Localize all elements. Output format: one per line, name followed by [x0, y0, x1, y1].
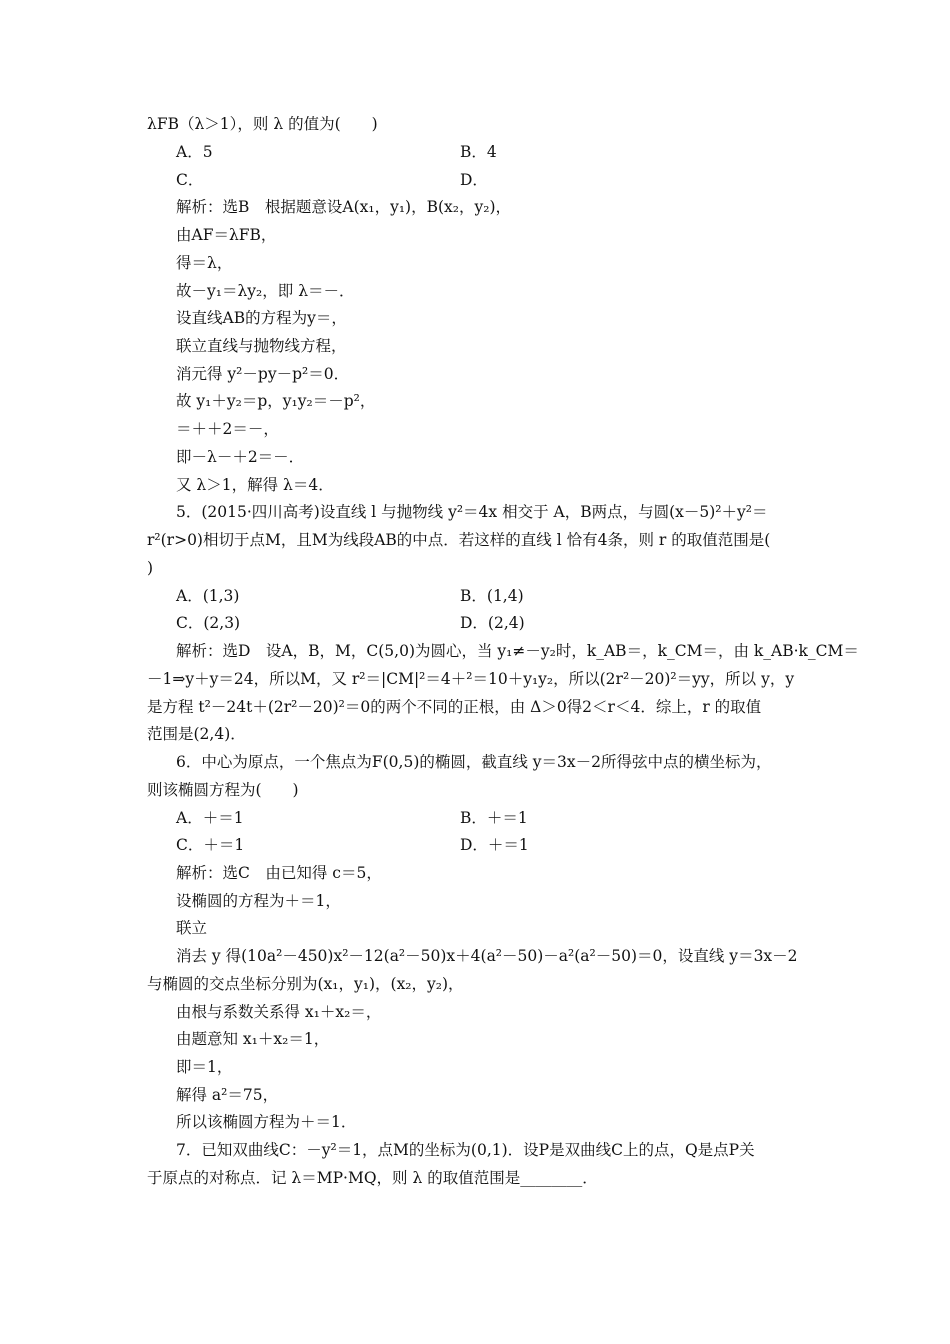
text-line: 6．中心为原点，一个焦点为F(0,5)的椭圆，截直线 y＝3x－2所得弦中点的横坐标为， [176, 753, 772, 771]
text-line: 设椭圆的方程为＋＝1， [176, 892, 341, 910]
text-line: A．5 [176, 143, 213, 161]
text-line: r²(r>0)相切于点M，且M为线段AB的中点．若这样的直线 l 恰有4条，则 r 的取值范围是( [147, 531, 771, 549]
text-line: 故－y₁＝λy₂，即 λ＝－． [176, 282, 355, 300]
text-line: 范围是(2,4)． [147, 725, 246, 743]
text-line: 是方程 t²－24t＋(2r²－20)²＝0的两个不同的正根，由 Δ＞0得2＜r＜4．综上，r 的取值 [147, 698, 762, 716]
option-right-column: B．(1,4) [460, 587, 524, 605]
text-line: 故 y₁＋y₂＝p，y₁y₂＝－p²， [176, 392, 376, 410]
text-line: C．＋＝1 [176, 836, 245, 854]
text-line: C． [176, 171, 204, 189]
text-line: 解析：选C 由已知得 c＝5， [176, 864, 382, 882]
text-line: C．(2,3) [176, 614, 241, 632]
option-right-column: B．4 [460, 143, 497, 161]
text-line: 5．(2015·四川高考)设直线 l 与抛物线 y²＝4x 相交于 A，B两点，与圆(x－5)²＋y²＝ [176, 503, 768, 521]
text-line: A．＋＝1 [176, 809, 244, 827]
text-line: 解得 a²＝75， [176, 1086, 279, 1104]
text-line: 消元得 y²－py－p²＝0． [176, 365, 350, 383]
text-line: 由AF＝λFB， [176, 226, 277, 244]
text-line: 联立直线与抛物线方程， [176, 337, 347, 355]
text-line: ) [147, 559, 154, 577]
text-line: 与椭圆的交点坐标分别为(x₁，y₁)，(x₂，y₂)， [147, 975, 464, 993]
text-line: 由根与系数关系得 x₁＋x₂＝， [176, 1003, 382, 1021]
option-right-column: B．＋＝1 [460, 809, 528, 827]
text-line: ＝＋＋2＝－， [176, 420, 279, 438]
text-line: 设直线AB的方程为y＝， [176, 309, 347, 327]
text-line: 于原点的对称点．记 λ＝MP·MQ，则 λ 的取值范围是________． [147, 1169, 598, 1187]
text-line: 又 λ＞1，解得 λ＝4． [176, 476, 334, 494]
text-line: λFB（λ＞1），则 λ 的值为( ) [147, 115, 378, 133]
text-line: 即－λ－＋2＝－． [176, 448, 305, 466]
text-line: A．(1,3) [176, 587, 240, 605]
text-line: 即＝1， [176, 1058, 233, 1076]
text-line: 解析：选B 根据题意设A(x₁，y₁)，B(x₂，y₂)， [176, 198, 512, 216]
option-right-column: D．(2,4) [460, 614, 525, 632]
text-line: 则该椭圆方程为( ) [147, 781, 299, 799]
text-line: 联立 [176, 919, 208, 937]
text-line: 解析：选D 设A，B，M，C(5,0)为圆心，当 y₁≠－y₂时，k_AB＝，k_CM＝，由 k_AB·k_CM＝ [176, 642, 859, 660]
text-line: 得＝λ， [176, 254, 233, 272]
option-right-column: D． [460, 171, 488, 189]
text-line: －1⇒y＋y＝24，所以M，又 r²＝|CM|²＝4＋²＝10＋y₁y₂，所以(2r²－20)²＝yy，所以 y，y [147, 670, 795, 688]
text-line: 消去 y 得(10a²－450)x²－12(a²－50)x＋4(a²－50)－a²(a²－50)＝0，设直线 y＝3x－2 [176, 947, 798, 965]
option-right-column: D．＋＝1 [460, 836, 529, 854]
text-line: 由题意知 x₁＋x₂＝1， [176, 1030, 330, 1048]
text-line: 所以该椭圆方程为＋＝1． [176, 1113, 357, 1131]
text-line: 7．已知双曲线C：－y²＝1，点M的坐标为(0,1)．设P是双曲线C上的点，Q是点P关 [176, 1141, 755, 1159]
